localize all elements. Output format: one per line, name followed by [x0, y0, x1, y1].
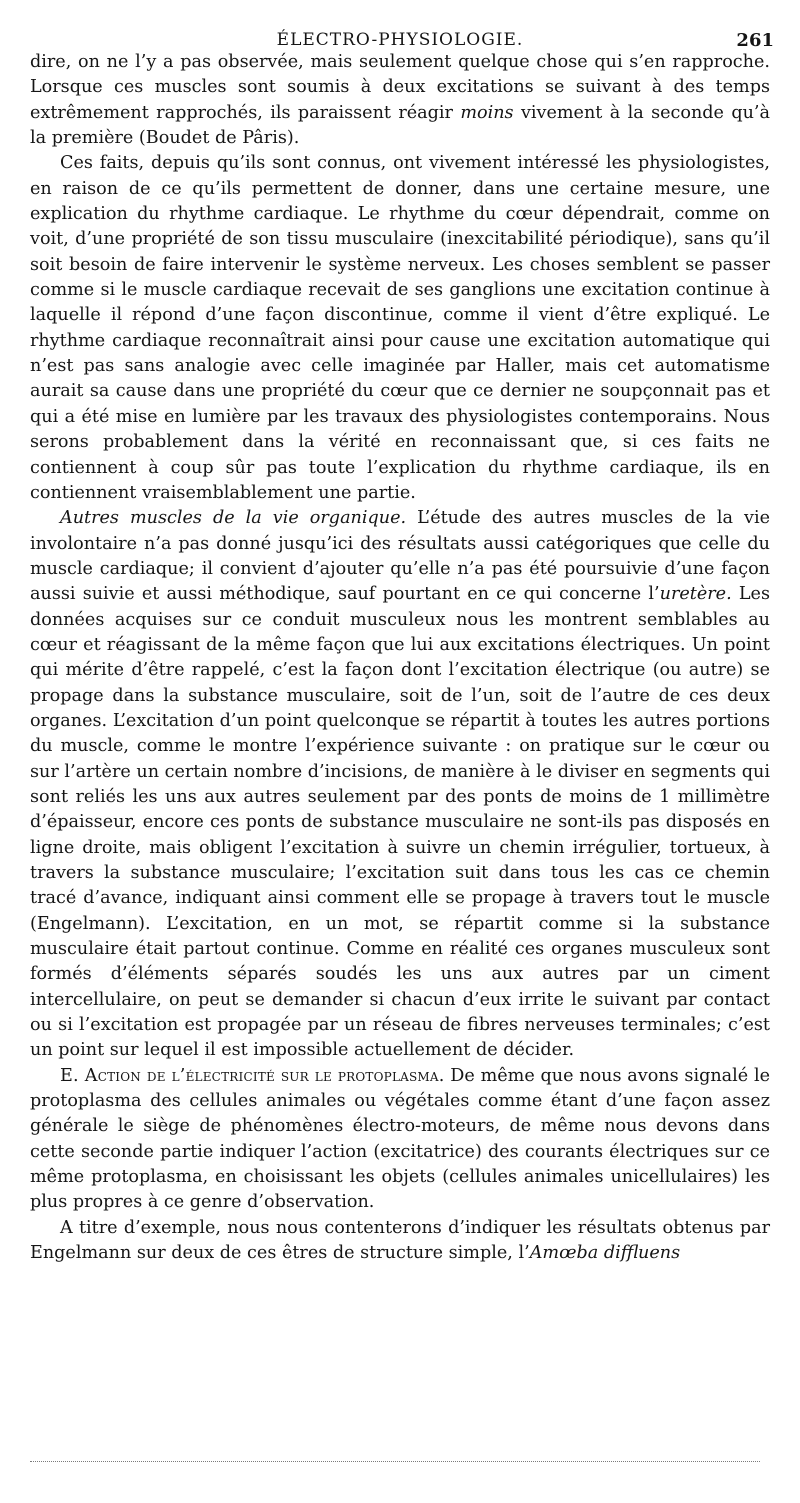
paragraph-protoplasma [30, 1064, 770, 1216]
text-run: Les données acquises sur ce conduit musculeux nous les montrent semblables au cœur et réagissant de la même façon que lui aux excitations électriques. Un point qui mérite d’être rappelé, c’est la façon dont l’excitation électrique (ou autre) se propage dans la substance musculaire, soit de l’un, soit de l’autre de ces deux organes. L’excitation d’un point quelconque se répartit à toutes les autres portions du muscle, comme le montre l’expérience suivante : on pratique sur le cœur ou sur l’artère un certain nombre d’incisions, de manière à le diviser en segments qui sont reliés les uns aux autres seulement par des ponts de moins de 1 millimètre d’épaisseur, encore ces ponts de substance musculaire ne sont-ils pas disposés en ligne droite, mais obligent l’excitation à suivre un chemin irrégulier, tortueux, à travers la substance musculaire; l’excitation suit dans tous les cas ce chemin tracé d’avance, indiquant ainsi comment elle se propage à travers tout le muscle (Engelmann). L’excitation, en un mot, se répartit comme si la substance musculaire était partout continue. Comme en réalité ces organes musculeux sont formés d’éléments séparés soudés les uns aux autres par un ciment intercellulaire, on peut se demander si chacun d’eux irrite le suivant par contact ou si l’excitation est propagée par un réseau de fibres nerveuses terminales; c’est un point sur lequel il est impossible actuellement de décider. [30, 584, 771, 1061]
page-number: 261 [736, 30, 774, 51]
book-page [30, 28, 774, 1267]
emphasis-uretere: uretère. [659, 584, 732, 605]
text-run: Ces faits, depuis qu’ils sont connus, ont vivement intéressé les physiologistes, en raison de ce qu’ils permettent de donner, dans une certaine mesure, une explication du rhythme cardiaque. Le rhythme du cœur dépendrait, comme on voit, d’une propriété de son tissu musculaire (inexcitabilité périodique), sans qu’il soit besoin de faire intervenir le système nerveux. Les choses semblent se passer comme si le muscle cardiaque recevait de ses ganglions une excitation continue à laquelle il répond d’une façon discontinue, comme il vient d’être expliqué. Le rhythme cardiaque reconnaîtrait ainsi pour cause une excitation automatique qui n’est pas sans analogie avec celle imaginée par Haller, mais cet automatisme aurait sa cause dans une propriété du cœur que ce dernier ne soupçonnait pas et qui a été mise en lumière par les travaux des physiologistes contemporains. Nous serons probablement dans la vérité en reconnaissant que, si ces faits ne contiennent à coup sûr pas toute l’explication du rhythme cardiaque, ils en contiennent vraisemblablement une partie. [30, 153, 770, 503]
species-name: Amœba diffluens [529, 1243, 681, 1264]
body-text [30, 50, 770, 1267]
paragraph-other-muscles [30, 506, 770, 1064]
footer-dotted-rule [30, 1461, 760, 1462]
text-run: dire, on ne l’y a pas observée, mais seulement quelque chose qui s’en rapproche. Lorsque ces muscles sont soumis à deux excitations se suivant à des temps extrêmement rapprochés, ils paraissent réagir [30, 52, 770, 123]
running-title: ÉLECTRO-PHYSIOLOGIE. [276, 30, 524, 50]
text-run: L’étude des autres muscles de la vie involontaire n’a pas donné jusqu’ici des résultats aussi catégoriques que celle du muscle cardiaque; il convient d’ajouter qu’elle n’a pas été poursuivie d’une façon aussi suivie et aussi méthodique, sauf pourtant en ce qui concerne l’ [30, 508, 771, 605]
section-heading-italic: Autres muscles de la vie organique. [60, 508, 407, 529]
paragraph-engelmann [30, 1216, 770, 1267]
paragraph-rhythm [30, 151, 770, 506]
paragraph-continuation [30, 50, 770, 151]
text-run: De même que nous avons signalé le protoplasma des cellules animales ou végétales comme étant d’une façon assez générale le siège de phénomènes électro-moteurs, de même nous devons dans cette seconde partie indiquer l’action (excitatrice) des courants électriques sur ce même protoplasma, en choisissant les objets (cellules animales unicellulaires) les plus propres à ce genre d’observation. [30, 1065, 770, 1213]
emphasis-moins: moins [460, 102, 514, 123]
text-run: A titre d’exemple, nous nous contenterons d’indiquer les résultats obtenus par Engelmann sur deux de ces êtres de structure simple, l’ [30, 1217, 770, 1264]
section-heading-small-caps: E. Action de l’électricité sur le protoplasma. [60, 1065, 445, 1086]
running-head [30, 28, 774, 58]
text-run: vivement à la seconde qu’à la première (Boudet de Pâris). [30, 102, 770, 149]
